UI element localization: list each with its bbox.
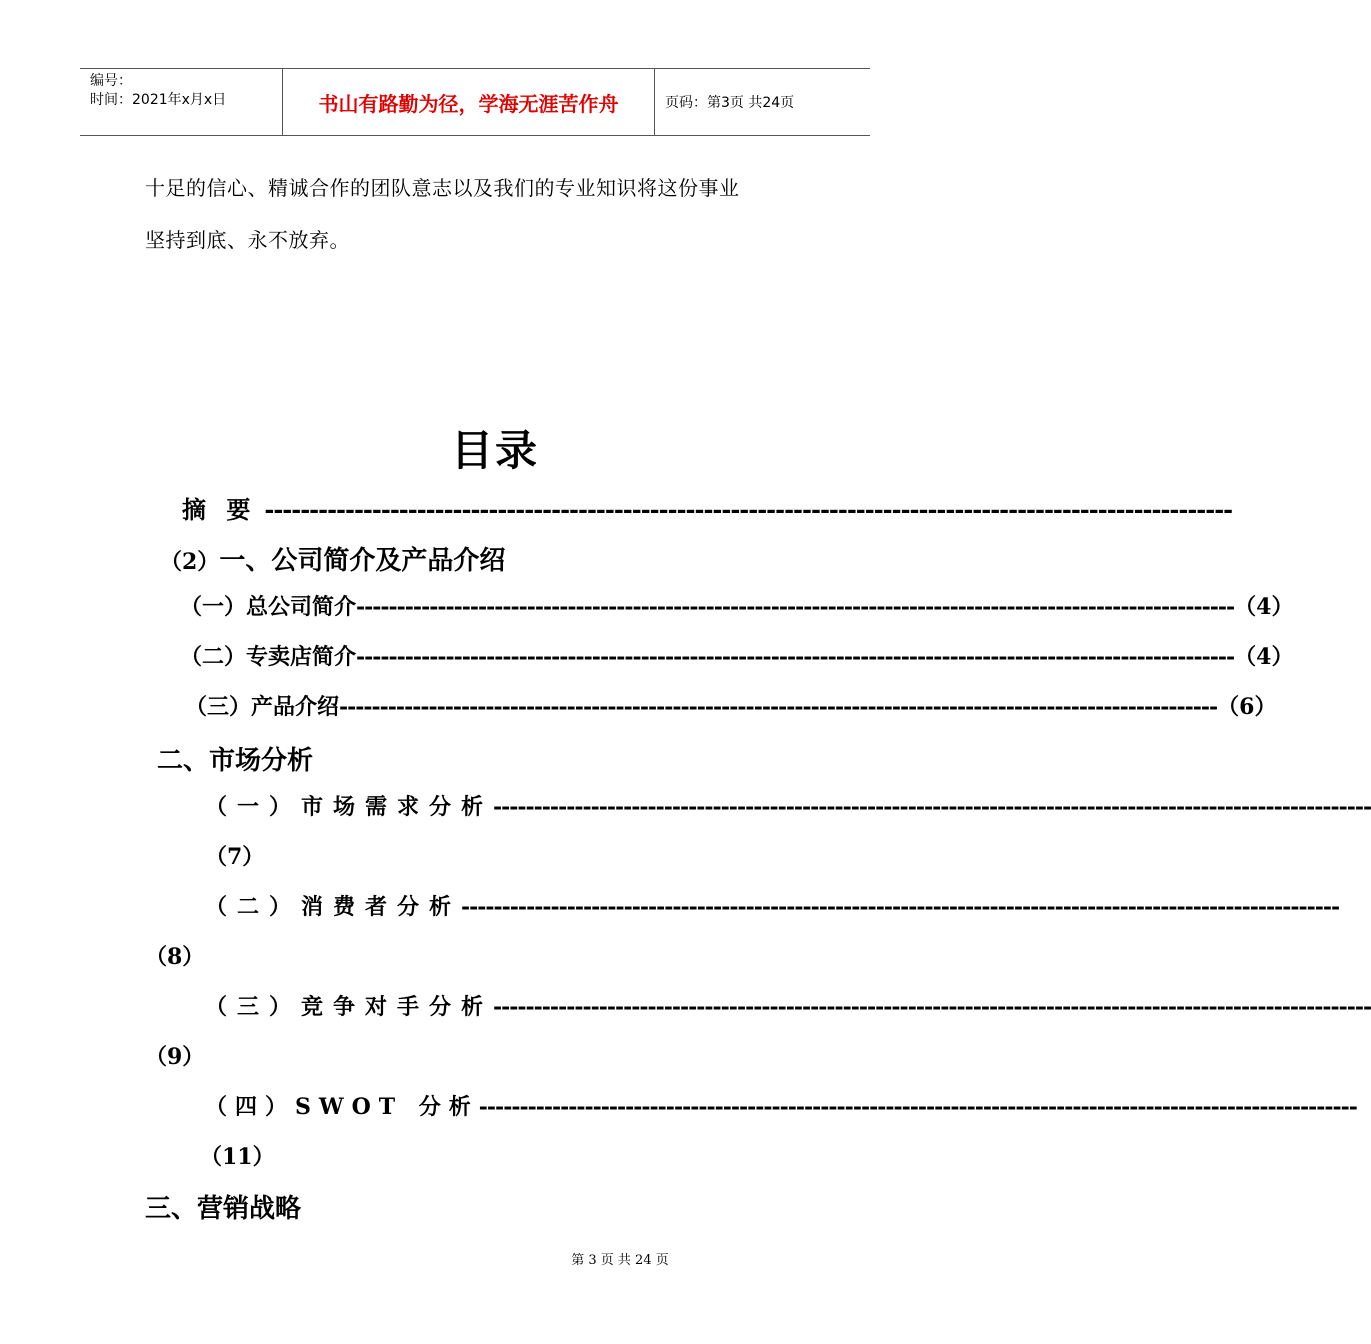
toc-item-label: （三）产品介绍 xyxy=(185,694,340,720)
body-line-1: 十足的信心、精诚合作的团队意志以及我们的专业知识将这份事业 xyxy=(145,176,740,200)
toc-item[interactable] xyxy=(180,590,1294,621)
toc-item-page: （11） xyxy=(200,1144,275,1170)
toc-title: 目录 xyxy=(450,426,539,475)
toc-dash-leader: ------------------------------------------------------------------------------------------------------------ xyxy=(493,994,1371,1020)
toc-section2-label[interactable]: 二、市场分析 xyxy=(157,746,314,776)
toc-item-page: （4） xyxy=(1234,644,1294,670)
toc-item-label: （三）竞争对手分析 xyxy=(205,994,494,1020)
toc-item[interactable] xyxy=(205,1090,1357,1121)
toc-dash-leader: ------------------------------------------------------------------------------------------------------------ xyxy=(493,794,1371,820)
toc-item[interactable] xyxy=(205,890,1340,921)
toc-section3-label[interactable]: 三、营销战略 xyxy=(145,1194,302,1224)
time-label: 时间：2021年x月x日 xyxy=(90,92,227,108)
toc-dash-leader: ------------------------------------------------------------------------------------------------------------ xyxy=(264,495,1233,524)
toc-abstract-label: 摘 要 xyxy=(182,495,257,524)
toc-item-page: （8） xyxy=(145,944,205,970)
body-line-2: 坚持到底、永不放弃。 xyxy=(145,228,350,252)
toc-item-page: （7） xyxy=(205,844,265,870)
toc-section1-row[interactable] xyxy=(160,540,505,577)
toc-dash-leader: ------------------------------------------------------------------------------------------------------------ xyxy=(339,694,1218,720)
toc-section1-label: 一、公司简介及产品介绍 xyxy=(219,546,506,576)
toc-item-label: （二）消费者分析 xyxy=(205,894,462,920)
page-header xyxy=(80,68,870,136)
toc-item-label: （一）市场需求分析 xyxy=(205,794,494,820)
header-motto: 书山有路勤为径，学海无涯苦作舟 xyxy=(282,69,655,135)
toc-item-page: （9） xyxy=(145,1044,205,1070)
number-label: 编号： xyxy=(90,73,132,89)
toc-abstract-row[interactable] xyxy=(182,490,1233,525)
toc-item-page: （4） xyxy=(1234,594,1294,620)
toc-dash-leader: ------------------------------------------------------------------------------------------------------------ xyxy=(478,1094,1357,1120)
toc-item[interactable] xyxy=(185,690,1277,721)
toc-dash-leader: ------------------------------------------------------------------------------------------------------------ xyxy=(356,644,1235,670)
toc-item-label: （二）专卖店简介 xyxy=(180,644,357,670)
toc-item-page: （6） xyxy=(1217,694,1277,720)
toc-abstract-page: （2） xyxy=(160,549,220,575)
toc-item[interactable] xyxy=(180,640,1294,671)
page-footer: 第 3 页 共 24 页 xyxy=(571,1253,669,1268)
toc-dash-leader: ------------------------------------------------------------------------------------------------------------ xyxy=(356,594,1235,620)
toc-item[interactable] xyxy=(205,790,1371,821)
toc-item-label: （四）SWOT 分析 xyxy=(205,1094,479,1120)
header-page-info: 页码：第3页 共24页 xyxy=(665,95,795,111)
toc-dash-leader: ------------------------------------------------------------------------------------------------------------ xyxy=(461,894,1340,920)
header-meta xyxy=(80,69,282,135)
toc-item-label: （一）总公司简介 xyxy=(180,594,357,620)
toc-item[interactable] xyxy=(205,990,1371,1021)
